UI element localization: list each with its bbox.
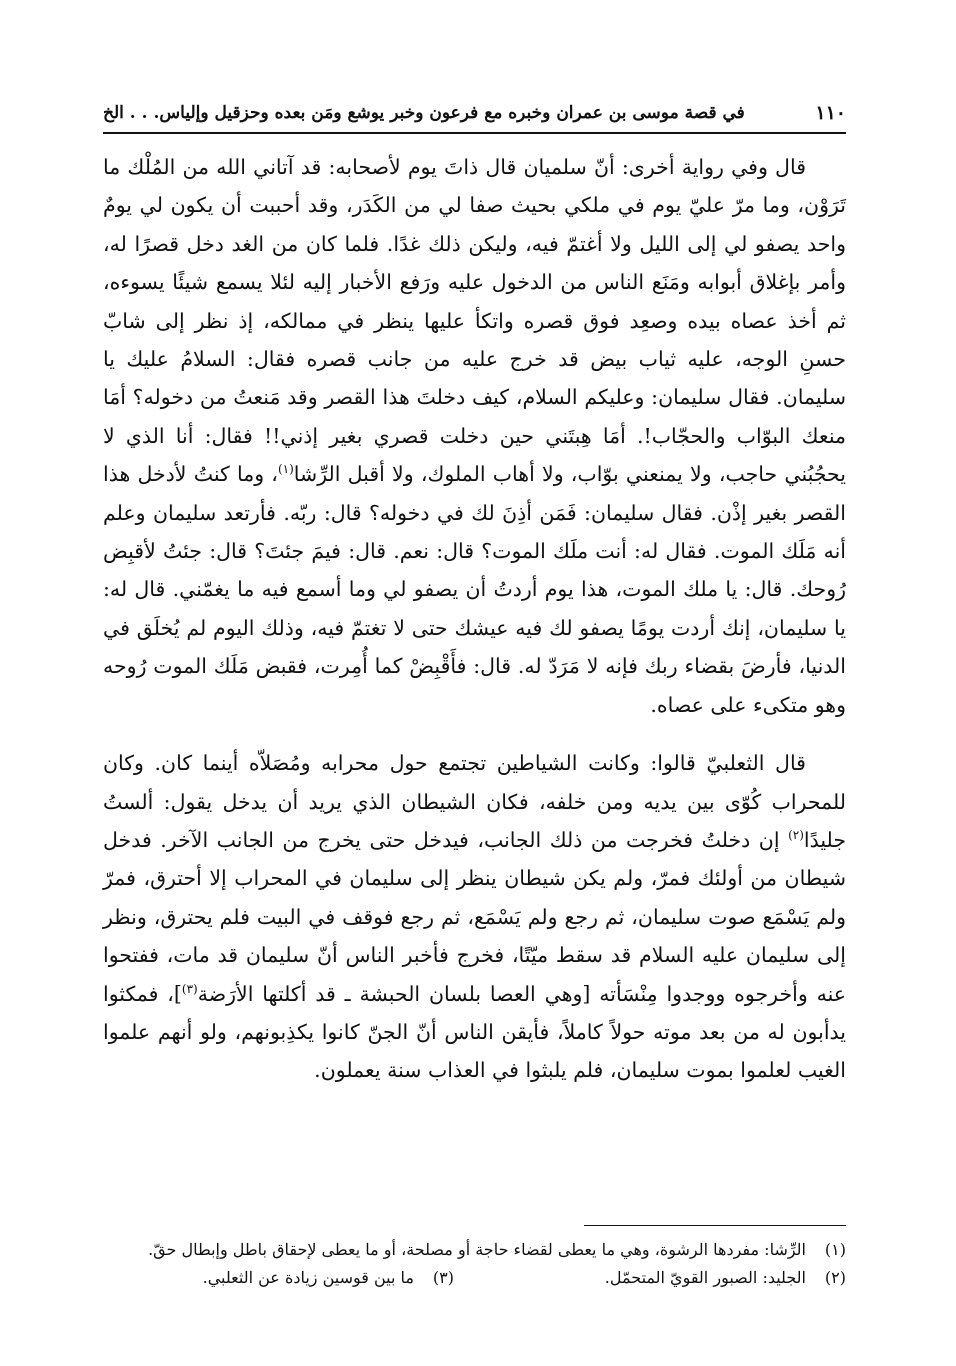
- paragraph-text: قال الثعلبيّ قالوا: وكانت الشياطين تجتمع حول محرابه ومُصَلاّه أينما كان. وكان للمحراب كُوّى بين يديه ومن خلفه، فكان الشيطان الذي يريد أن يدخل يقول: ألستُ جليدًا: [103, 751, 846, 852]
- footnote-number: (٢): [824, 1268, 846, 1287]
- paragraph-thalabi-account: [103, 744, 846, 1090]
- paragraph-spacer: [103, 724, 846, 744]
- footnote-2: [454, 1264, 846, 1292]
- running-title: في قصة موسى بن عمران وخبره مع فرعون وخبر يوشع ومَن بعده وحزقيل وإلياس. . . الخ: [103, 103, 745, 123]
- footnote-text: ما بين قوسين زيادة عن الثعلبي.: [202, 1268, 414, 1287]
- footnote-divider: [584, 1225, 846, 1226]
- footnote-ref-3: (٣): [181, 981, 198, 996]
- paragraph-text: قال وفي رواية أخرى: أنّ سلميان قال ذاتَ يوم لأصحابه: قد آتاني الله من المُلْك ما تَرَوْن، وما مرّ عليّ يوم في ملكي بحيث صفا لي من الكَدَر، وقد أحببت أن يكون لي يومٌ واحد يصفو لي إلى الليل ولا أغتمّ فيه، وليكن ذلك غدًا. فلما كان من الغد دخل قصرًا له، وأمر بإغلاق أبوابه ومَنَع الناس من الدخول عليه ورَفع الأخبار إليه لئلا يسمع شيئًا يسوءه، ثم أخذ عصاه بيده وصعِد فوق قصره واتكأ عليها ينظر في ممالكه، إذ نظر إلى شابّ حسنِ الوجه، عليه ثياب بيض قد خرج عليه من جانب قصره فقال: السلامُ عليك يا سليمان. فقال سليمان: وعليكم السلام، كيف دخلتَ هذا القصر وقد مَنعتُ من دخوله؟ أمَا منعك البوّاب والحجّاب!. أمَا هِبتَني حين دخلت قصري بغير إذني!! فقال: أنا الذي لا يحجُبُني حاجب، ولا يمنعني بوّاب، ولا أهاب الملوك، ولا أقبل الرِّشا: [103, 155, 846, 487]
- header-divider: [103, 132, 846, 134]
- page-number: ١١٠: [815, 102, 846, 124]
- footnote-ref-1: (١): [277, 462, 294, 477]
- paragraph-text: ، وما كنتُ لأدخل هذا القصر بغير إذْن. فقال سليمان: فَمَن أذِنَ لك في دخوله؟ قال: ربّه. فأرتعد سليمان وعلم أنه مَلَك الموت. فقال له: أنت ملَك الموت؟ قال: نعم. قال: فيمَ جئتَ؟ قال: جئتُ لأقبِض رُوحك. قال: يا ملك الموت، هذا يوم أردتُ أن يصفو لي وما أسمع فيه ما يغمّني. قال له: يا سليمان، إنك أردت يومًا يصفو لك فيه عيشك حتى لا تغتمّ فيه، وذلك اليوم لم يُخلَق في الدنيا، فأرضَ بقضاء ربك فإنه لا مَرَدّ له. قال: فأَقْبِضْ كما أُمِرت، فقبض مَلَك الموت رُوحه وهو متكىء على عصاه.: [103, 462, 846, 717]
- footnote-number: (١): [824, 1240, 846, 1259]
- main-text: [103, 148, 846, 1090]
- paragraph-text: إن دخلتُ فخرجت من ذلك الجانب، فيدخل حتى يخرج من الجانب الآخر. فدخل شيطان من أولئك فمرّ، ولم يكن شيطان ينظر إلى سليمان في المحراب إلا أحترق، فمرّ ولم يَسْمَع صوت سليمان، ثم رجع ولم يَسْمَع، ثم رجع فوقف في البيت فلم يحترق، ونظر إلى سليمان عليه السلام قد سقط ميّتًا، فخرج فأخبر الناس أنّ سليمان قد مات، ففتحوا عنه وأخرجوه ووجدوا مِنْسَأته [وهي العصا بلسان الحبشة ـ قد أكلتها الأرَضة: [103, 827, 846, 1006]
- footnote-1: [103, 1236, 846, 1264]
- footnote-3: [203, 1264, 454, 1292]
- footnote-ref-2: (٢): [788, 828, 804, 843]
- page-header: [103, 96, 846, 130]
- footnote-text: الجليد: الصبور القويّ المتحمّل.: [604, 1268, 806, 1287]
- paragraph-text: ]، فمكثوا يدأبون له من بعد موته حولاً كاملاً، فأيقن الناس أنّ الجنّ كانوا يكذِبونهم، ولو أنهم علموا الغيب لعلموا بموت سليمان، فلم يلبثوا في العذاب سنة يعملون.: [103, 981, 846, 1083]
- paragraph-solomon-and-death: [103, 148, 846, 724]
- footnote-text: الرِّشا: مفردها الرشوة، وهي ما يعطى لقضاء حاجة أو مصلحة، أو ما يعطى لإحقاق باطل وإبطال حقّ.: [148, 1240, 806, 1259]
- footnote-row: [103, 1264, 846, 1292]
- footnotes: [103, 1236, 846, 1292]
- footnote-number: (٣): [432, 1268, 454, 1287]
